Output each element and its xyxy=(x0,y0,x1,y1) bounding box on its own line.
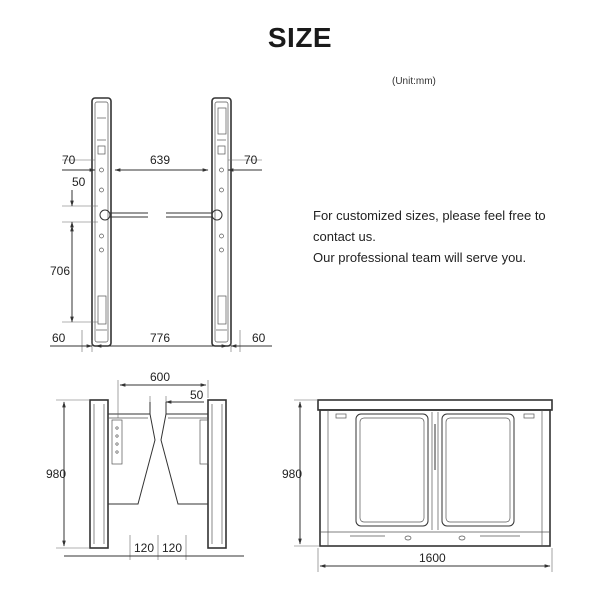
dim-side-1600: 1600 xyxy=(419,551,446,565)
right-post-top-view xyxy=(166,98,231,346)
dim-side-980: 980 xyxy=(282,467,303,481)
dim-top-width-776: 776 xyxy=(150,331,171,345)
dim-top-left-70: 70 xyxy=(62,153,76,167)
front-view-drawing xyxy=(46,370,244,560)
note-line-3: Our professional team will serve you. xyxy=(313,250,527,265)
top-view-drawing xyxy=(50,98,272,352)
left-post-top-view xyxy=(92,98,148,346)
dim-front-980: 980 xyxy=(46,467,67,481)
dim-front-600: 600 xyxy=(150,370,171,384)
dim-top-right-60: 60 xyxy=(252,331,266,345)
note-line-2: contact us. xyxy=(313,229,376,244)
dim-top-50: 50 xyxy=(72,175,86,189)
dim-top-706: 706 xyxy=(50,264,71,278)
side-view-drawing xyxy=(282,400,552,572)
dim-top-gap-639: 639 xyxy=(150,153,171,167)
dim-front-120-right: 120 xyxy=(162,541,183,555)
unit-label: (Unit:mm) xyxy=(392,76,436,87)
dim-front-50: 50 xyxy=(190,388,204,402)
dim-top-left-60: 60 xyxy=(52,331,66,345)
dim-top-right-70: 70 xyxy=(244,153,258,167)
note-line-1: For customized sizes, please feel free to xyxy=(313,208,546,223)
dim-front-120-left: 120 xyxy=(134,541,155,555)
page-title: SIZE xyxy=(267,22,333,53)
